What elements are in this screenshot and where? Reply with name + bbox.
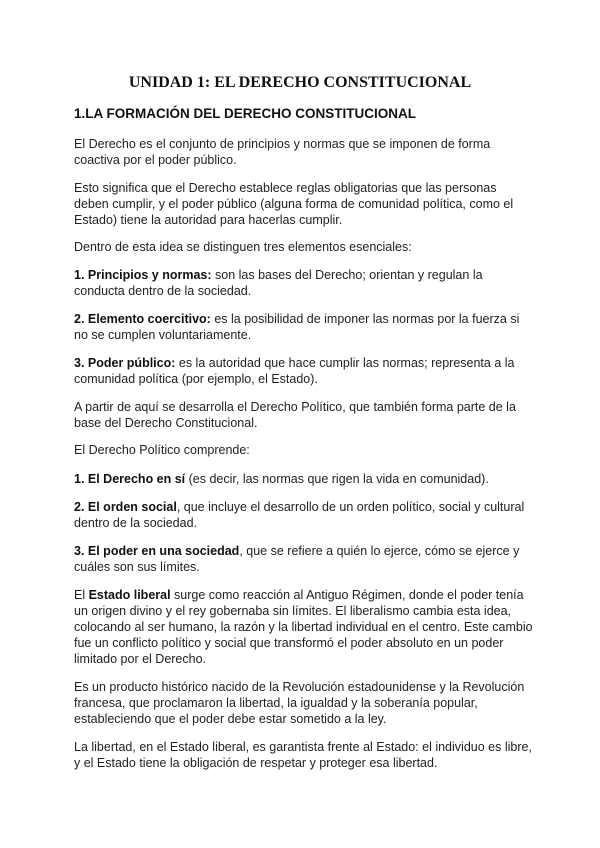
- paragraph-text: A partir de aquí se desarrolla el Derecho Político, que también forma parte de la base del Derecho Constitucional.: [74, 400, 516, 430]
- paragraph: [74, 739, 534, 771]
- paragraph: [74, 679, 534, 727]
- paragraph: [74, 471, 534, 487]
- paragraph-bold: 3. Poder público:: [74, 356, 176, 370]
- paragraph: [74, 442, 534, 458]
- paragraph-text: surge como reacción al Antiguo Régimen, donde el poder tenía un origen divino y el rey gobernaba sin límites. El liberalismo cambia esta idea, colocando al ser humano, la razón y la libertad individual en el centro. Este cambio fue un conflicto político y social que transformó el poder absoluto en un poder limitado por el Derecho.: [74, 588, 533, 666]
- paragraph-lead: El: [74, 588, 89, 602]
- paragraph-text: El Derecho es el conjunto de principios y normas que se imponen de forma coactiva por el poder público.: [74, 137, 491, 167]
- paragraph: [74, 499, 534, 531]
- paragraph-text: son las bases del Derecho; orientan y regulan la conducta dentro de la sociedad.: [74, 268, 483, 298]
- paragraph-bold: 1. Principios y normas:: [74, 268, 212, 282]
- paragraph-text: es la autoridad que hace cumplir las normas; representa a la comunidad política (por ejemplo, el Estado).: [74, 356, 515, 386]
- paragraph-text: , que se refiere a quién lo ejerce, cómo se ejerce y cuáles son sus límites.: [74, 544, 520, 574]
- paragraph-text: Dentro de esta idea se distinguen tres elementos esenciales:: [74, 240, 412, 254]
- paragraph-text: es la posibilidad de imponer las normas por la fuerza si no se cumplen voluntariamente.: [74, 312, 520, 342]
- paragraph: [74, 239, 534, 255]
- paragraph-text: (es decir, las normas que rigen la vida en comunidad).: [185, 472, 489, 486]
- paragraph-text: El Derecho Político comprende:: [74, 443, 250, 457]
- paragraph: [74, 355, 534, 387]
- paragraph: [74, 267, 534, 299]
- paragraph-bold: Estado liberal: [88, 588, 171, 602]
- document-title: UNIDAD 1: EL DERECHO CONSTITUCIONAL: [128, 74, 472, 91]
- paragraph: [74, 543, 534, 575]
- paragraph-bold: 3. El poder en una sociedad: [74, 544, 240, 558]
- paragraph: [74, 399, 534, 431]
- paragraph-bold: 1. El Derecho en sí: [74, 472, 186, 486]
- paragraph-text: Es un producto histórico nacido de la Revolución estadounidense y la Revolución francesa, que proclamaron la libertad, la igualdad y la soberanía popular, estableciendo que el poder debe estar sometido a la ley.: [74, 680, 525, 726]
- paragraph-bold: 2. Elemento coercitivo:: [74, 312, 211, 326]
- paragraph-text: , que incluye el desarrollo de un orden político, social y cultural dentro de la sociedad.: [74, 500, 525, 530]
- paragraph-bold: 2. El orden social: [74, 500, 177, 514]
- paragraph: [74, 311, 534, 343]
- paragraph: [74, 180, 534, 228]
- paragraph-text: La libertad, en el Estado liberal, es garantista frente al Estado: el individuo es libre, y el Estado tiene la obligación de respetar y proteger esa libertad.: [74, 740, 532, 770]
- paragraph-text: Esto significa que el Derecho establece reglas obligatorias que las personas deben cumplir, y el poder público (alguna forma de comunidad política, como el Estado) tiene la autoridad para hacerlas cumplir.: [74, 181, 514, 227]
- paragraph: [74, 587, 534, 667]
- section-heading: 1.LA FORMACIÓN DEL DERECHO CONSTITUCIONAL: [74, 106, 417, 121]
- paragraph: [74, 136, 534, 168]
